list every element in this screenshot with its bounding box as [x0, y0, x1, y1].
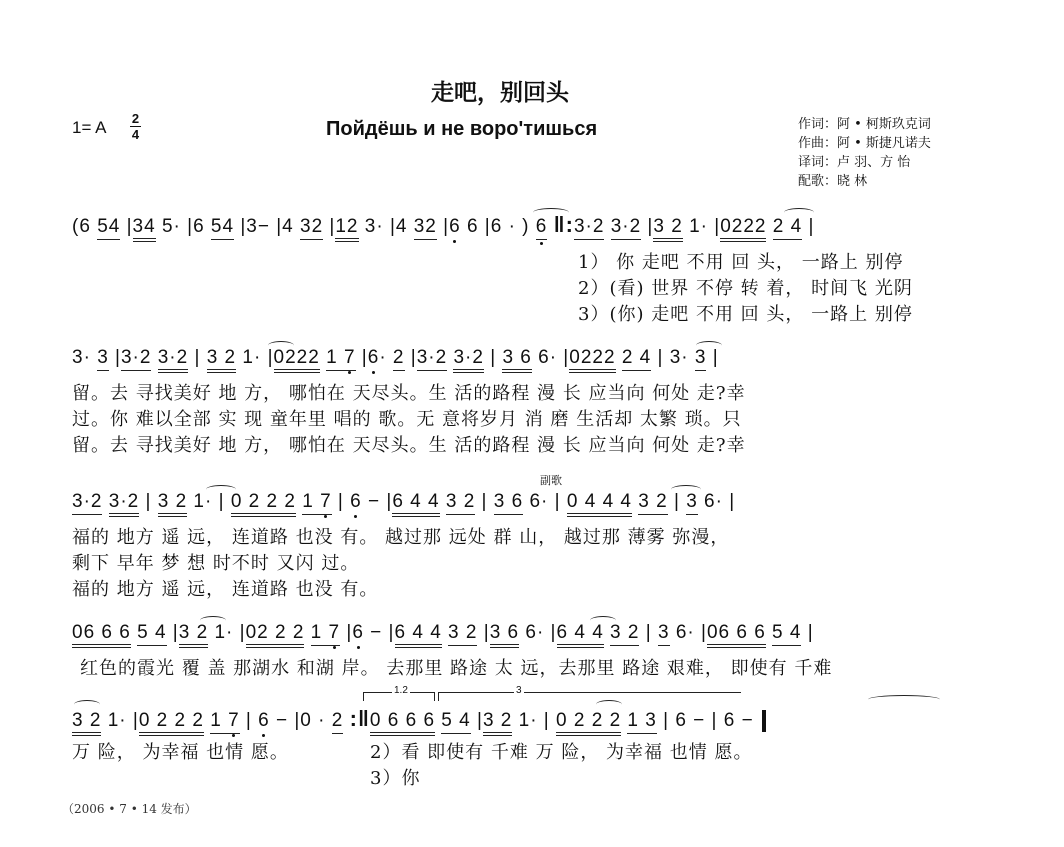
meter-top: 2	[131, 111, 140, 126]
system2-notation: 3· 3 |3·2 3·2 | 3 2 1· |0222 1 7 |6· 2 |3·2 3·2 | 3 6 6· |0222 2 4 | 3· 3 |	[72, 347, 719, 369]
system2-verse3: 留。去 寻找美好 地 方， 哪怕在 天尽头。生 活的路程 漫 长 应当向 何处 走?幸	[72, 435, 746, 456]
system1-verse1: 1） 你 走吧 不用 回 头， 一路上 别停	[578, 252, 904, 273]
system1-verse2: 2）(看) 世界 不停 转 着， 时间飞 光阴	[578, 278, 913, 299]
system5-notation: 3 2 1· |0 2 2 2 1 7 | 6 − |0 · 2 :‖0 6 6 6 5 4 |3 2 1· | 0 2 2 2 1 3 | 6 − | 6 −	[72, 706, 766, 732]
system4-verse1: 红色的霞光 覆 盖 那湖水 和湖 岸。 去那里 路途 太 远，去那里 路途 艰难， 即使有 千难	[80, 658, 833, 679]
publish-date: （2006 • 7 • 14 发布）	[62, 802, 197, 816]
system3-verse2: 剩下 早年 梦 想 时不时 又闪 过。	[72, 553, 360, 574]
title-russian: Пойдёшь и не воро'тишься	[326, 118, 598, 140]
system5-verse1: 万 险， 为幸福 也情 愿。	[72, 742, 289, 763]
system5-verse3: 3）你	[370, 768, 421, 789]
system5-verse2: 2）看 即使有 千难 万 险， 为幸福 也情 愿。	[370, 742, 753, 763]
credits	[798, 115, 931, 191]
system3-verse3: 福的 地方 遥 远， 连道路 也没 有。	[72, 579, 379, 600]
system4-notation: 06 6 6 5 4 |3 2 1· |02 2 2 1 7 |6 − |6 4 4 3 2 |3 6 6· |6 4 4 3 2 | 3 6· |06 6 6 5 4 |	[72, 622, 814, 644]
key-signature: 1= A	[72, 118, 107, 137]
system1-verse3: 3）(你) 走吧 不用 回 头， 一路上 别停	[578, 304, 913, 325]
system3-verse1: 福的 地方 遥 远， 连道路 也没 有。 越过那 远处 群 山， 越过那 薄雾 弥漫，	[72, 527, 730, 548]
volta-bracket-1-2: 1.2	[363, 692, 435, 701]
meter-bottom: 4	[131, 127, 140, 142]
title-chinese: 走吧，别回头	[431, 80, 569, 106]
volta-bracket-3: 3	[438, 692, 741, 701]
system3-notation: 3·2 3·2 | 3 2 1· | 0 2 2 2 1 7 | 6 − |6 4 4 3 2 | 3 6 6· | 0 4 4 4 3 2 | 3 6· |	[72, 491, 735, 513]
credit-composer: 作曲：阿 • 斯捷凡诺夫	[798, 136, 931, 151]
time-signature	[130, 112, 141, 141]
system2-verse2: 过。你 难以全部 实 现 童年里 唱的 歌。无 意将岁月 消 磨 生活却 太繁 琐。只	[72, 409, 742, 430]
credit-translator: 译词：卢 羽、方 怡	[798, 155, 911, 170]
system2-verse1: 留。去 寻找美好 地 方， 哪怕在 天尽头。生 活的路程 漫 长 应当向 何处 走?幸	[72, 383, 746, 404]
credit-arranger: 配歌：晓 林	[798, 174, 868, 189]
chorus-label: 副歌	[540, 474, 562, 487]
system1-notation: (6 54 |34 5· |6 54 |3− |4 32 |12 3· |4 32 |6 6 |6 · ) 6 ‖:3·2 3·2 |3 2 1· |0222 2 4 |	[72, 212, 814, 238]
credit-lyricist: 作词：阿 • 柯斯玖克词	[798, 117, 931, 132]
